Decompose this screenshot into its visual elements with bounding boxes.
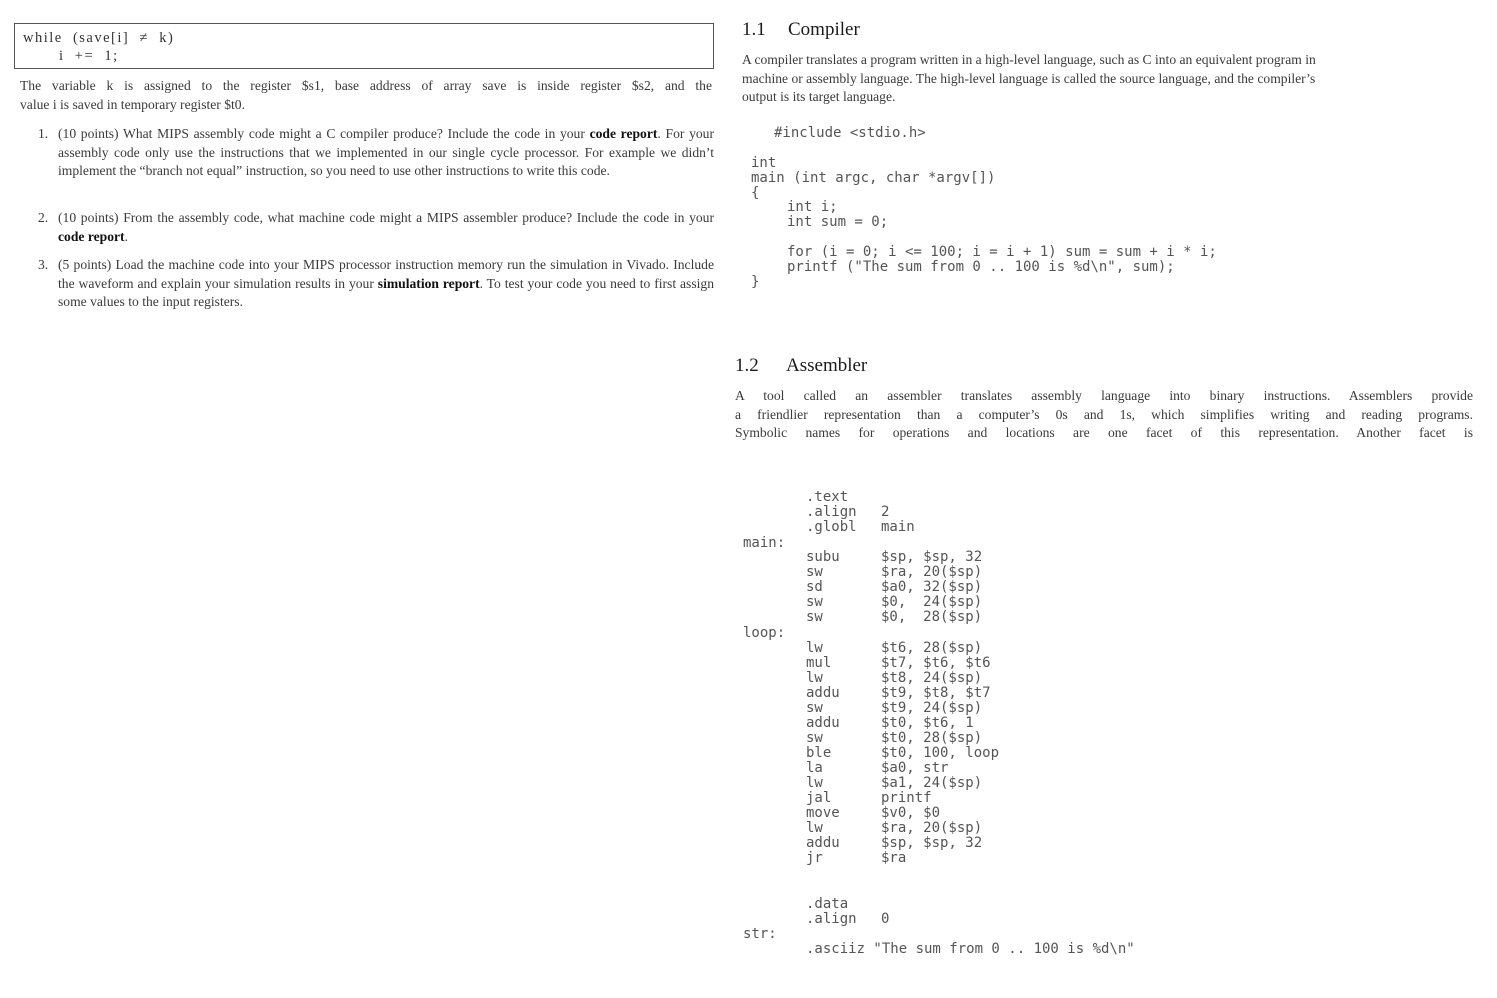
- asm-operands: $sp, $sp, 32: [881, 549, 983, 565]
- asm-label-main: main:: [743, 535, 786, 551]
- asm-operands: $t7, $t6, $t6: [881, 655, 991, 671]
- question-text-cont: .: [124, 228, 128, 244]
- asm-operands: $v0, $0: [881, 805, 941, 821]
- code-line: }: [751, 274, 760, 290]
- code-line: int i;: [787, 199, 838, 215]
- question-text-cont: . To test your code you need to first assign some values to the input registers.: [58, 275, 714, 309]
- asm-operands: $t8, 24($sp): [881, 670, 983, 686]
- code-line: #include <stdio.h>: [774, 125, 926, 141]
- question-text-cont: . For your assembly code only use the instructions that we implemented in our single cycle processor. For example we didn’t implement the “branch not equal” instruction, so you need to use other instructions to write this code.: [58, 126, 714, 178]
- asm-operands: $t6, 28($sp): [881, 640, 983, 656]
- asm-opcode: .align: [806, 504, 857, 520]
- assembler-paragraph: [735, 387, 1473, 443]
- asm-operands: $t0, 28($sp): [881, 730, 983, 746]
- question-text: (5 points) Load the machine code into your MIPS processor instruction memory run the simulation in Vivado. Include the waveform and explain your simulation results in your: [58, 257, 714, 291]
- asm-opcode: sw: [806, 609, 823, 625]
- asm-opcode: .align: [806, 911, 857, 927]
- question-1: [38, 125, 714, 181]
- question-bold-text: code report: [589, 126, 658, 141]
- asm-operands: printf: [881, 790, 932, 806]
- para-line: Symbolic names for operations and locations are one facet of this representation. Another facet is: [735, 425, 1473, 440]
- code-line: main (int argc, char *argv[]): [751, 170, 996, 186]
- asm-operands: $a0, str: [881, 760, 949, 776]
- asm-operands: $ra: [881, 850, 907, 866]
- asm-opcode: .text: [806, 489, 849, 505]
- intro-line-2: value i is saved in temporary register $t0.: [20, 96, 245, 112]
- question-2: [38, 209, 714, 246]
- asm-opcode: .globl: [806, 519, 857, 535]
- question-number: 2.: [38, 210, 49, 225]
- asm-operands: $t9, $t8, $t7: [881, 685, 991, 701]
- code-line: {: [751, 185, 760, 201]
- para-line: A compiler translates a program written in a high-level language, such as C into an equivalent program in: [742, 52, 1316, 67]
- question-number: 1.: [38, 126, 49, 141]
- code-line: int sum = 0;: [787, 214, 889, 230]
- code-line: int: [751, 155, 777, 171]
- asm-label-str: str:: [743, 926, 777, 942]
- asm-opcode: mul: [806, 655, 832, 671]
- asm-operands: 0: [881, 911, 890, 927]
- section-title: Compiler: [788, 19, 860, 40]
- asm-opcode: sw: [806, 730, 823, 746]
- asm-operands: $0, 28($sp): [881, 609, 983, 625]
- asm-opcode: jr: [806, 850, 823, 866]
- asm-opcode: lw: [806, 640, 823, 656]
- para-line: a friendlier representation than a computer’s 0s and 1s, which simplifies writing and reading programs.: [735, 406, 1473, 422]
- asm-operands: $a0, 32($sp): [881, 579, 983, 595]
- asm-opcode: la: [806, 760, 823, 776]
- code-line: for (i = 0; i <= 100; i = i + 1) sum = sum + i * i;: [787, 244, 1217, 260]
- asm-opcode: move: [806, 805, 840, 821]
- asm-asciiz-line: .asciiz "The sum from 0 .. 100 is %d\n": [806, 941, 1135, 957]
- asm-label-loop: loop:: [743, 625, 786, 641]
- compiler-paragraph: [742, 51, 1432, 107]
- question-bold-text: code report: [58, 228, 125, 244]
- asm-opcode: .data: [806, 896, 849, 912]
- asm-opcode: lw: [806, 775, 823, 791]
- asm-operands: $a1, 24($sp): [881, 775, 983, 791]
- asm-opcode: addu: [806, 835, 840, 851]
- asm-operands: $t0, $t6, 1: [881, 715, 974, 731]
- para-line: output is its target language.: [742, 89, 896, 104]
- asm-opcode: addu: [806, 715, 840, 731]
- asm-operands: $0, 24($sp): [881, 594, 983, 610]
- asm-opcode: ble: [806, 745, 832, 761]
- section-heading-compiler: [742, 19, 860, 41]
- asm-opcode: addu: [806, 685, 840, 701]
- asm-operands: $sp, $sp, 32: [881, 835, 983, 851]
- asm-opcode: sd: [806, 579, 823, 595]
- asm-opcode: sw: [806, 700, 823, 716]
- section-number: 1.1: [742, 19, 766, 40]
- intro-line-1: The variable k is assigned to the register $s1, base address of array save is inside register $s2, and the: [20, 78, 712, 93]
- code-line-while: while (save[i] ≠ k): [23, 30, 175, 46]
- section-title: Assembler: [786, 355, 868, 376]
- asm-operands: $t9, 24($sp): [881, 700, 983, 716]
- asm-opcode: jal: [806, 790, 832, 806]
- intro-paragraph: [20, 77, 712, 114]
- code-line: printf ("The sum from 0 .. 100 is %d\n", sum);: [787, 259, 1175, 275]
- asm-operands: $ra, 20($sp): [881, 564, 983, 580]
- asm-opcode: lw: [806, 670, 823, 686]
- question-number: 3.: [38, 257, 49, 272]
- asm-operands: 2: [881, 504, 890, 520]
- question-bold-text: simulation report: [377, 275, 480, 291]
- asm-opcode: sw: [806, 594, 823, 610]
- asm-opcode: lw: [806, 820, 823, 836]
- code-line-increment: i += 1;: [59, 48, 119, 64]
- para-line: machine or assembly language. The high-level language is called the source language, and the compiler’s: [742, 70, 1316, 86]
- section-number: 1.2: [735, 355, 759, 376]
- asm-operands: $ra, 20($sp): [881, 820, 983, 836]
- section-heading-assembler: [735, 355, 867, 377]
- question-text: (10 points) What MIPS assembly code might a C compiler produce? Include the code in your: [58, 126, 590, 141]
- asm-opcode: sw: [806, 564, 823, 580]
- c-code-box: [14, 23, 714, 69]
- asm-operands: main: [881, 519, 915, 535]
- question-3: [38, 256, 714, 312]
- para-line: A tool called an assembler translates assembly language into binary instructions. Assemblers provide: [735, 388, 1473, 403]
- question-text: (10 points) From the assembly code, what machine code might a MIPS assembler produce? Include the code in your: [58, 210, 714, 225]
- asm-opcode: subu: [806, 549, 840, 565]
- asm-operands: $t0, 100, loop: [881, 745, 1000, 761]
